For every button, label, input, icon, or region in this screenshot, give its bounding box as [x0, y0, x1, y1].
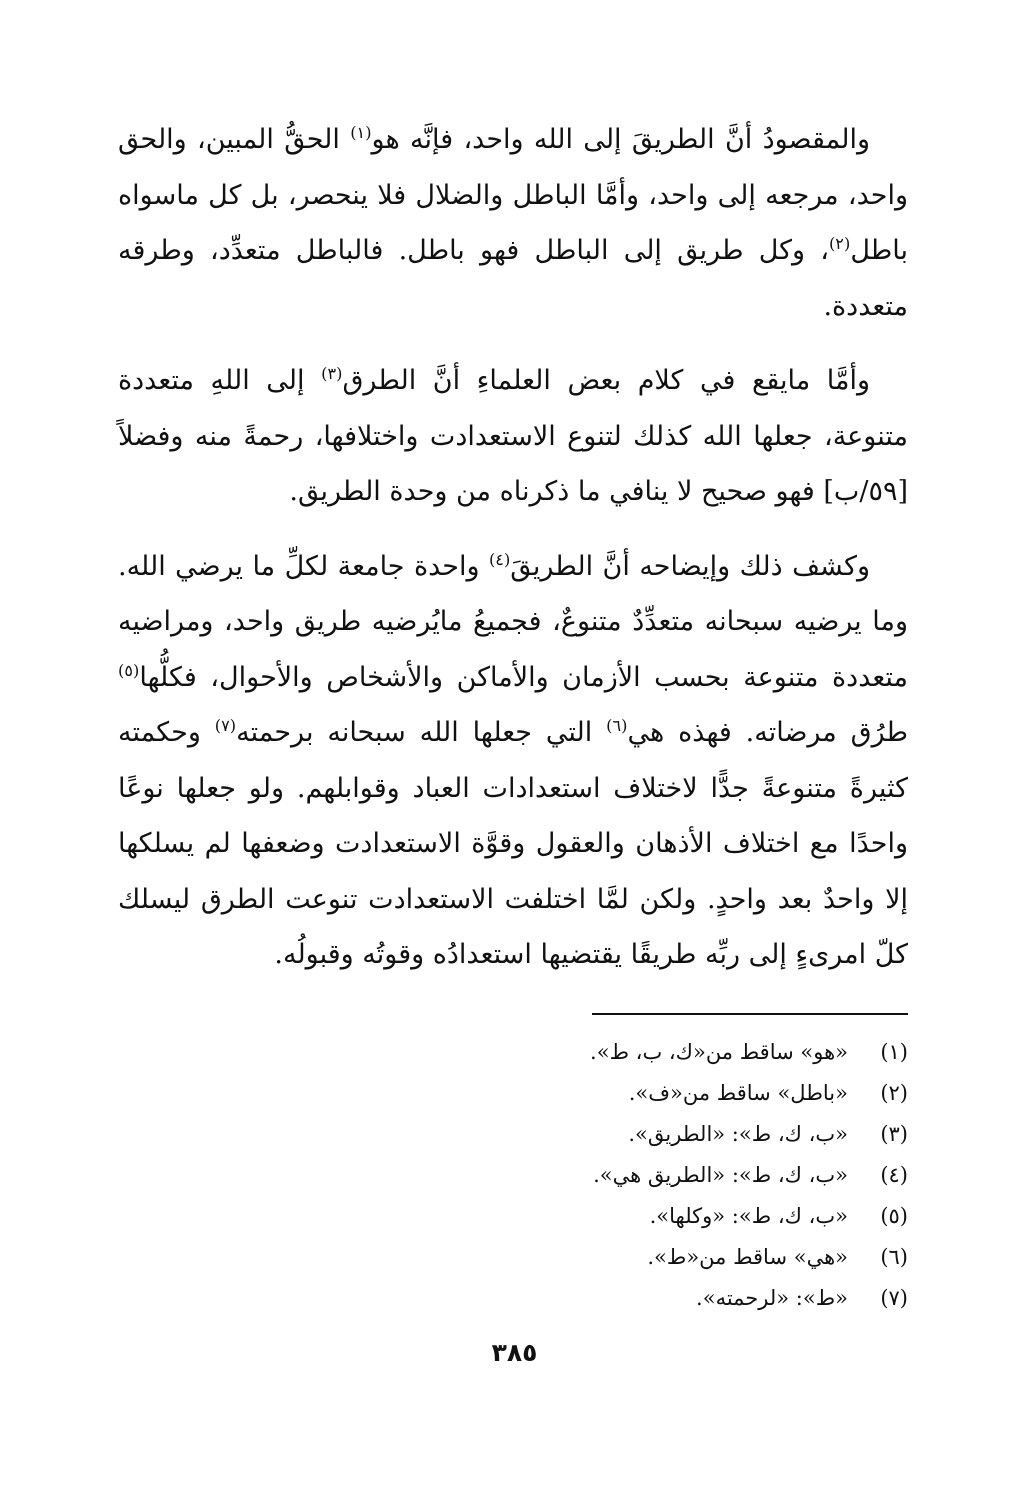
paragraph-text: واحدة جامعة لكلِّ ما يرضي الله. وما يرضيه سبحانه متعدِّدٌ متنوعٌ، فجميعُ مايُرضيه طريق واحد، ومراضيه متعددة متنوعة بحسب الأزمان والأماكن والأشخاص والأحوال، فكلُّها [118, 550, 908, 693]
page-number: ٣٨٥ [491, 1338, 538, 1367]
footnote-reference: (٤) [488, 549, 511, 569]
footnote-number: (١) [880, 1040, 908, 1064]
footnote-item [408, 1073, 908, 1114]
main-text-body [118, 112, 908, 983]
paragraph-text: وحكمته كثيرةً متنوعةً جدًّا لاختلاف استعدادات العباد وقوابلهم. ولو جعلها نوعًا واحدًا مع اختلاف الأذهان والعقول وقوَّة الاستعدادت وضعفها لم يسلكها إلا واحدٌ بعد واحدٍ. ولكن لمَّا اختلفت الاستعدادت تنوعت الطرق ليسلك كلّ امرىءٍ إلى ربِّه طريقًا يقتضيها استعدادُه وقوتُه وقبولُه. [118, 717, 908, 970]
footnote-number: (٧) [880, 1286, 908, 1310]
footnote-reference: (٧) [214, 716, 237, 735]
paragraph-text: طرُق مرضاته. فهذه هي [627, 717, 908, 748]
paragraph-text: ، وكل طريق إلى الباطل فهو باطل. فالباطل متعدِّد، وطرقه متعددة. [118, 235, 908, 322]
footnote-text: «هي» ساقط من«ط». [647, 1245, 848, 1269]
footnote-item [408, 1278, 908, 1319]
footnote-item [408, 1155, 908, 1196]
paragraph [118, 112, 908, 334]
footnote-item [408, 1237, 908, 1278]
footnote-item [408, 1032, 908, 1073]
footnote-text: «ب، ك، ط»: «وكلها». [649, 1204, 848, 1228]
paragraph-text: وكشف ذلك وإيضاحه أنَّ الطريقَ [510, 550, 871, 582]
paragraph-text: والمقصودُ أنَّ الطريقَ إلى الله واحد، فإنَّه هو [371, 124, 870, 155]
footnote-item [408, 1196, 908, 1237]
paragraph [118, 353, 908, 520]
footnote-text: «ب، ك، ط»: «الطريق هي». [593, 1163, 848, 1187]
footnote-reference: (٥) [118, 660, 140, 680]
footnote-number: (٣) [880, 1122, 908, 1146]
footnote-text: «ط»: «لرحمته». [696, 1286, 848, 1310]
footnote-reference: (٣) [321, 364, 343, 383]
footnote-reference: (٦) [606, 716, 628, 735]
footnotes-section [408, 1032, 908, 1319]
paragraph-text: الحقُّ المبين، والحق واحد، مرجعه إلى واحد، وأمَّا الباطل والضلال فلا ينحصر، بل كل ماسواه باطل [118, 124, 908, 266]
footnote-text: «باطل» ساقط من«ف». [628, 1081, 848, 1105]
footnote-item [408, 1114, 908, 1155]
paragraph-text: وأمَّا مايقع في كلام بعض العلماءِ أنَّ الطرق [342, 365, 870, 396]
paragraph-text: التي جعلها الله سبحانه برحمته [236, 717, 607, 748]
footnote-reference: (٢) [828, 234, 851, 253]
footnote-text: «هو» ساقط من«ك، ب، ط». [590, 1040, 848, 1064]
footnote-number: (٥) [880, 1204, 908, 1228]
footnote-number: (٦) [880, 1245, 908, 1269]
footnote-number: (٤) [880, 1163, 908, 1187]
paragraph-text: إلى اللهِ متعددة متنوعة، جعلها الله كذلك لتنوع الاستعدادت واختلافها، رحمةً منه وفضلاً [٥٩/ب] فهو صحيح لا ينافي ما ذكرناه من وحدة الطريق. [118, 365, 908, 507]
footnote-number: (٢) [880, 1081, 908, 1105]
footnote-separator [592, 1013, 908, 1015]
footnote-reference: (١) [350, 123, 372, 142]
footnote-text: «ب، ك، ط»: «الطريق». [628, 1122, 848, 1146]
paragraph [118, 539, 908, 983]
